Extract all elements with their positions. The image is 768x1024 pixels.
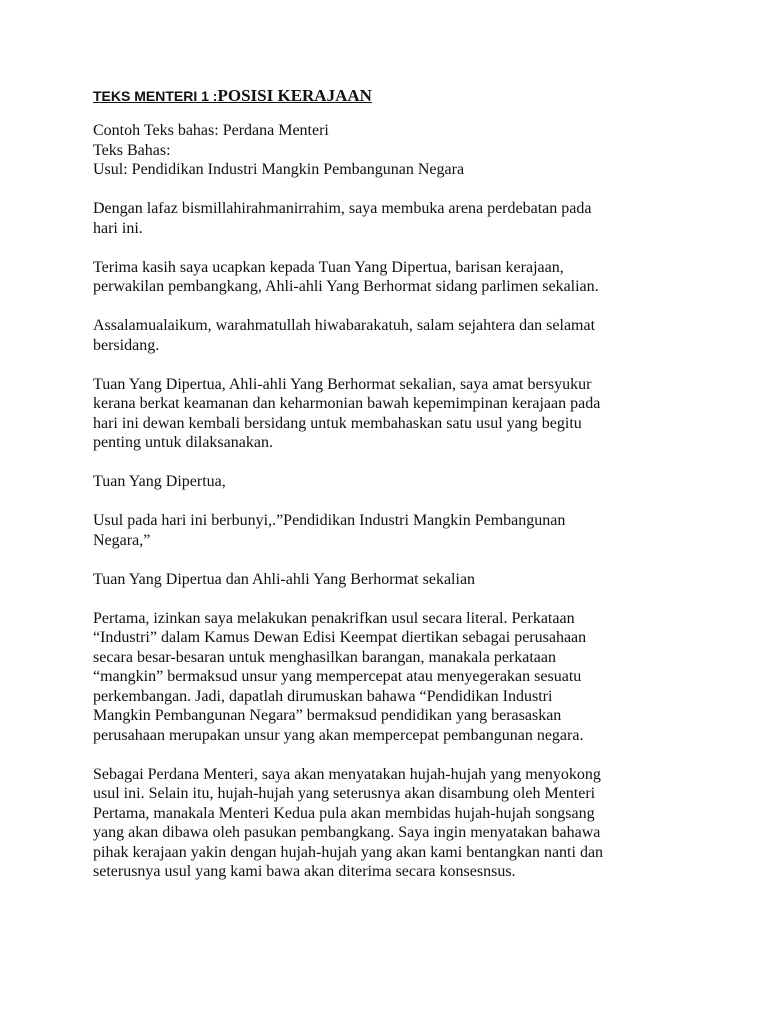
text-line: hari ini. bbox=[93, 219, 143, 237]
paragraph bbox=[93, 316, 693, 355]
text-line: secara besar-besaran untuk menghasilkan barangan, manakala perkataan bbox=[93, 648, 557, 666]
text-line: Contoh Teks bahas: Perdana Menteri bbox=[93, 122, 329, 139]
heading-title: POSISI KERAJAAN bbox=[217, 86, 372, 105]
text-line: yang akan dibawa oleh pasukan pembangkang. Saya ingin menyatakan bahawa bbox=[93, 824, 601, 841]
paragraph bbox=[93, 511, 693, 550]
paragraph bbox=[93, 258, 693, 297]
paragraph bbox=[93, 472, 693, 492]
text-line: Teks Bahas: bbox=[93, 141, 171, 159]
text-line: Usul pada hari ini berbunyi,.”Pendidikan Industri Mangkin Pembangunan bbox=[93, 512, 566, 529]
text-line: Sebagai Perdana Menteri, saya akan menyatakan hujah-hujah yang menyokong bbox=[93, 765, 601, 783]
text-line: hari ini dewan kembali bersidang untuk membahaskan satu usul yang begitu bbox=[93, 414, 582, 432]
text-line: Dengan lafaz bismillahirahmanirrahim, saya membuka arena perdebatan pada bbox=[93, 200, 592, 217]
text-line: Pertama, izinkan saya melakukan penakrifkan usul secara literal. Perkataan bbox=[93, 609, 575, 627]
text-line: Mangkin Pembangunan Negara” bermaksud pendidikan yang berasaskan bbox=[93, 707, 562, 724]
text-line: Terima kasih saya ucapkan kepada Tuan Yang Dipertua, barisan kerajaan, bbox=[93, 258, 564, 276]
text-line: Negara,” bbox=[93, 531, 151, 549]
text-line: Tuan Yang Dipertua, Ahli-ahli Yang Berhormat sekalian, saya amat bersyukur bbox=[93, 375, 592, 393]
text-line: usul ini. Selain itu, hujah-hujah yang seterusnya akan disambung oleh Menteri bbox=[93, 785, 596, 802]
paragraph bbox=[93, 570, 693, 590]
document-body bbox=[93, 121, 693, 882]
paragraph bbox=[93, 765, 693, 882]
paragraph bbox=[93, 375, 693, 453]
heading-prefix: TEKS MENTERI 1 : bbox=[93, 88, 218, 104]
text-line: pihak kerajaan yakin dengan hujah-hujah yang akan kami bentangkan nanti dan bbox=[93, 843, 604, 861]
text-line: perkembangan. Jadi, dapatlah dirumuskan bahawa “Pendidikan Industri bbox=[93, 687, 553, 705]
text-line: Tuan Yang Dipertua dan Ahli-ahli Yang Berhormat sekalian bbox=[93, 570, 476, 588]
text-line: “Industri” dalam Kamus Dewan Edisi Keempat diertikan sebagai perusahaan bbox=[93, 629, 587, 646]
paragraph bbox=[93, 609, 693, 746]
text-line: Pertama, manakala Menteri Kedua pula akan membidas hujah-hujah songsang bbox=[93, 804, 595, 822]
document-heading bbox=[93, 86, 693, 107]
text-line: kerana berkat keamanan dan keharmonian bawah kepemimpinan kerajaan pada bbox=[93, 395, 601, 412]
text-line: Assalamualaikum, warahmatullah hiwabarakatuh, salam sejahtera dan selamat bbox=[93, 317, 596, 334]
paragraph bbox=[93, 199, 693, 238]
text-line: perusahaan merupakan unsur yang akan mempercepat pembangunan negara. bbox=[93, 726, 584, 744]
text-line: “mangkin” bermaksud unsur yang mempercepat atau menyegerakan sesuatu bbox=[93, 668, 582, 685]
text-line: Tuan Yang Dipertua, bbox=[93, 473, 226, 490]
text-line: Usul: Pendidikan Industri Mangkin Pembangunan Negara bbox=[93, 161, 465, 178]
text-line: seterusnya usul yang kami bawa akan diterima secara konsesnsus. bbox=[93, 863, 516, 880]
text-line: bersidang. bbox=[93, 336, 160, 354]
paragraph bbox=[93, 121, 693, 180]
document-page bbox=[93, 86, 693, 901]
text-line: perwakilan pembangkang, Ahli-ahli Yang Berhormat sidang parlimen sekalian. bbox=[93, 278, 599, 295]
text-line: penting untuk dilaksanakan. bbox=[93, 434, 273, 451]
